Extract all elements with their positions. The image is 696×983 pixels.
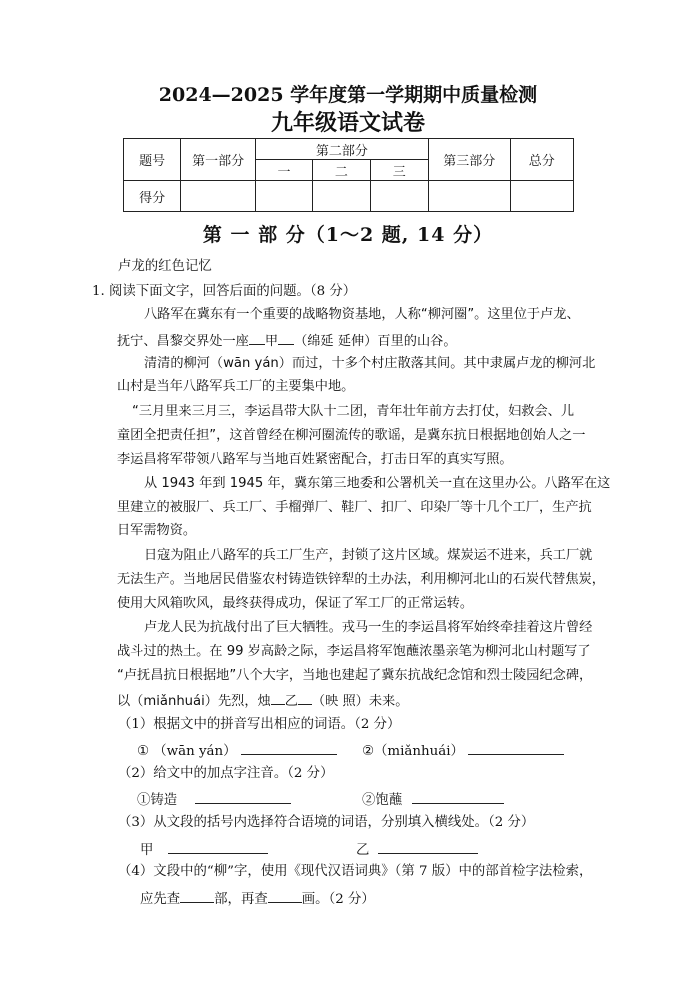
answer-label: ②（miǎnhuái） (362, 744, 464, 759)
score-table-header-sub3: 三 (370, 160, 428, 181)
answer-label: 乙 (356, 843, 370, 858)
passage-line: 里建立的被服厂、兵工厂、手榴弹厂、鞋厂、扣厂、印染厂等十几个工厂，生产抗 (117, 500, 592, 515)
passage-line: 从 1943 年到 1945 年，冀东第三地委和公署机关一直在这里办公。八路军在这 (144, 476, 611, 491)
passage-line: 山村是当年八路军兵工厂的主要集中地。 (117, 379, 355, 394)
passage-line: “卢抚昌抗日根据地”八个大字，当地也建起了冀东抗战纪念馆和烈士陵园纪念碑， (117, 668, 593, 683)
score-cell-sub3 (370, 181, 428, 212)
score-table-header-part2: 第二部分 (255, 139, 428, 160)
answer-label: ②饱蘸 (362, 793, 403, 808)
passage-line: 清清的柳河（wān yán）而过，十多个村庄散落其间。其中隶属卢龙的柳河北 (144, 356, 596, 371)
blank-line (278, 330, 294, 345)
subquestion-4: （4）文段中的“柳”字，使用《现代汉语词典》（第 7 版）中的部首检字法检索， (118, 864, 593, 879)
blank-line (298, 690, 312, 705)
passage-line: 无法生产。当地居民借鉴农村铸造铁锌犁的土办法，利用柳河北山的石炭代替焦炭， (117, 572, 605, 587)
passage-line: 卢龙人民为抗战付出了巨大牺牲。戎马一生的李运昌将军始终牵挂着这片曾经 (144, 620, 593, 635)
passage-line: 日军需物资。 (117, 523, 197, 538)
score-table-row-label: 得分 (124, 181, 181, 212)
blank-label-jia: 甲 (264, 334, 279, 349)
answer-blank[interactable] (412, 789, 504, 804)
answer-row (140, 839, 268, 860)
passage-line: 童团全把责任担”，这首曾经在柳河圈流传的歌谣，是冀东抗日根据地创始人之一 (117, 428, 586, 443)
score-cell-part1 (181, 181, 255, 212)
answer-label: 甲 (140, 843, 154, 858)
answer-blank[interactable] (468, 740, 564, 755)
blank-label-yi: 乙 (284, 694, 298, 709)
answer-blank[interactable] (241, 740, 337, 755)
passage-line: 使用大风箱吹风，最终获得成功，保证了军工厂的正常运转。 (117, 596, 474, 611)
subquestion-3: （3）从文段的括号内选择符合语境的词语，分别填入横线处。（2 分） (118, 815, 535, 830)
answer-blank[interactable] (180, 888, 214, 903)
score-cell-sub2 (313, 181, 370, 212)
score-table-header-sub2: 二 (313, 160, 370, 181)
passage-line: 以（miǎnhuái）先烈，烛 乙 （映 照）未来。 (117, 690, 408, 711)
score-table-header-part1: 第一部分 (181, 139, 255, 181)
answer-blank[interactable] (378, 839, 478, 854)
answer-row (362, 789, 504, 810)
exam-subtitle: 九年级语文试卷 (270, 110, 425, 136)
answer-label: ① （wān yán） (137, 744, 237, 759)
score-table-header-sub1: 一 (255, 160, 312, 181)
answer-row (362, 740, 564, 761)
answer-row: 应先查 部，再查 画。（2 分） (140, 888, 375, 909)
topic-heading: 卢龙的红色记忆 (118, 259, 212, 274)
score-table-header-total: 总分 (510, 139, 573, 181)
subquestion-1: （1）根据文中的拼音写出相应的词语。（2 分） (118, 717, 401, 732)
exam-title: 2024—2025 学年度第一学期期中质量检测 (158, 84, 538, 106)
passage-line: 李运昌将军带领八路军与当地百姓紧密配合，打击日军的真实写照。 (117, 452, 513, 467)
passage-line: 日寇为阻止八路军的兵工厂生产，封锁了这片区域。煤炭运不进来，兵工厂就 (144, 548, 593, 563)
score-cell-sub1 (255, 181, 312, 212)
score-cell-part3 (428, 181, 510, 212)
score-table-header-part3: 第三部分 (428, 139, 510, 181)
section-title: 第 一 部 分（1～2 题, 14 分） (202, 224, 494, 246)
answer-label: ①铸造 (137, 793, 178, 808)
score-table-header-tihao: 题号 (124, 139, 181, 181)
blank-line (271, 690, 285, 705)
score-cell-total (510, 181, 573, 212)
answer-blank[interactable] (168, 839, 268, 854)
answer-row (356, 839, 478, 860)
answer-row (137, 740, 337, 761)
passage-line: 战斗过的热土。在 99 岁高龄之际，李运昌将军饱蘸浓墨亲笔为柳河北山村题写了 (117, 644, 591, 659)
subquestion-2: （2）给文中的加点字注音。（2 分） (118, 766, 334, 781)
answer-row (137, 789, 291, 810)
answer-blank[interactable] (268, 888, 302, 903)
passage-line: “三月里来三月三，李运昌带大队十二团，青年壮年前方去打仗，妇救会、儿 (132, 404, 575, 419)
passage-line: 抚宁、昌黎交界处一座 甲 （绵延 延伸）百里的山谷。 (117, 330, 457, 351)
score-table (123, 138, 574, 212)
blank-line (249, 330, 265, 345)
answer-blank[interactable] (195, 789, 291, 804)
question-1-prompt: 1. 阅读下面文字，回答后面的问题。（8 分） (92, 284, 357, 299)
passage-line: 八路军在冀东有一个重要的战略物资基地，人称“柳河圈”。这里位于卢龙、 (144, 307, 580, 322)
